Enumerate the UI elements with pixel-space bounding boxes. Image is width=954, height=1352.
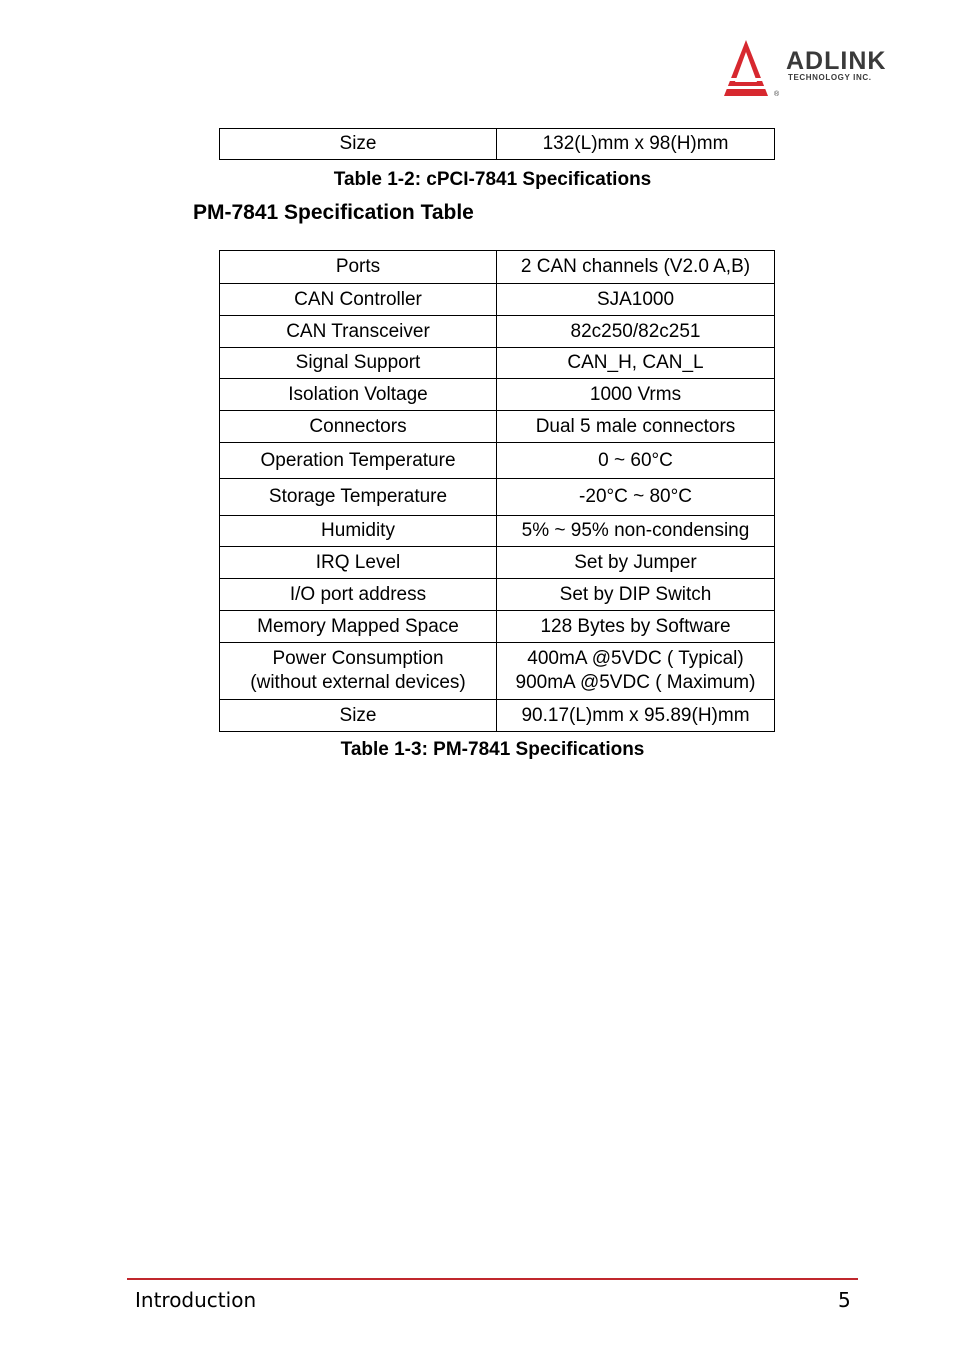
spec-value: 132(L)mm x 98(H)mm bbox=[497, 129, 775, 160]
spec-label: Signal Support bbox=[220, 348, 497, 379]
spec-label: Size bbox=[220, 129, 497, 160]
footer-rule bbox=[127, 1278, 858, 1280]
logo-tagline: TECHNOLOGY INC. bbox=[788, 73, 872, 82]
pm-spec-table bbox=[219, 250, 775, 732]
table-row bbox=[220, 348, 775, 379]
spec-label: CAN Controller bbox=[220, 284, 497, 316]
table-row bbox=[220, 129, 775, 160]
spec-value: Dual 5 male connectors bbox=[497, 411, 775, 443]
registered-mark: ® bbox=[774, 91, 780, 98]
cpci-spec-table bbox=[219, 128, 775, 160]
spec-value: Set by DIP Switch bbox=[497, 579, 775, 611]
table-caption-pm: Table 1-3: PM-7841 Specifications bbox=[340, 739, 645, 760]
table-row bbox=[220, 411, 775, 443]
spec-label: Isolation Voltage bbox=[220, 379, 497, 411]
adlink-logo bbox=[722, 38, 912, 100]
table-row bbox=[220, 579, 775, 611]
table-row bbox=[220, 316, 775, 348]
spec-label: Ports bbox=[220, 251, 497, 284]
spec-value: 82c250/82c251 bbox=[497, 316, 775, 348]
spec-label bbox=[220, 643, 497, 700]
section-title: PM-7841 Specification Table bbox=[193, 201, 474, 224]
spec-label: Size bbox=[220, 700, 497, 732]
spec-value: 5% ~ 95% non-condensing bbox=[497, 516, 775, 547]
footer-section-name: Introduction bbox=[135, 1288, 257, 1312]
spec-value-line: 400mA @5VDC ( Typical) bbox=[527, 648, 744, 669]
table-row bbox=[220, 379, 775, 411]
page-number: 5 bbox=[838, 1288, 851, 1312]
spec-value: CAN_H, CAN_L bbox=[497, 348, 775, 379]
table-row bbox=[220, 443, 775, 479]
spec-value: -20°C ~ 80°C bbox=[497, 479, 775, 516]
table-row bbox=[220, 547, 775, 579]
spec-value: Set by Jumper bbox=[497, 547, 775, 579]
table-row bbox=[220, 611, 775, 643]
table-row bbox=[220, 700, 775, 732]
table-row bbox=[220, 516, 775, 547]
spec-label: Storage Temperature bbox=[220, 479, 497, 516]
spec-label: Memory Mapped Space bbox=[220, 611, 497, 643]
table-caption-cpci: Table 1-2: cPCI-7841 Specifications bbox=[333, 169, 652, 190]
table-row bbox=[220, 284, 775, 316]
spec-label: Connectors bbox=[220, 411, 497, 443]
table-row bbox=[220, 479, 775, 516]
logo-name: ADLINK bbox=[786, 47, 887, 75]
spec-value: 0 ~ 60°C bbox=[497, 443, 775, 479]
spec-value: 90.17(L)mm x 95.89(H)mm bbox=[497, 700, 775, 732]
spec-label: Humidity bbox=[220, 516, 497, 547]
spec-label-line: Power Consumption bbox=[272, 648, 444, 669]
spec-label: CAN Transceiver bbox=[220, 316, 497, 348]
spec-label: IRQ Level bbox=[220, 547, 497, 579]
spec-value-line: 900mA @5VDC ( Maximum) bbox=[515, 672, 756, 693]
spec-value bbox=[497, 643, 775, 700]
spec-value: 2 CAN channels (V2.0 A,B) bbox=[497, 251, 775, 284]
spec-label: I/O port address bbox=[220, 579, 497, 611]
spec-value: SJA1000 bbox=[497, 284, 775, 316]
spec-value: 1000 Vrms bbox=[497, 379, 775, 411]
spec-value: 128 Bytes by Software bbox=[497, 611, 775, 643]
spec-label-line: (without external devices) bbox=[250, 672, 466, 693]
table-row bbox=[220, 643, 775, 700]
spec-label: Operation Temperature bbox=[220, 443, 497, 479]
table-row bbox=[220, 251, 775, 284]
